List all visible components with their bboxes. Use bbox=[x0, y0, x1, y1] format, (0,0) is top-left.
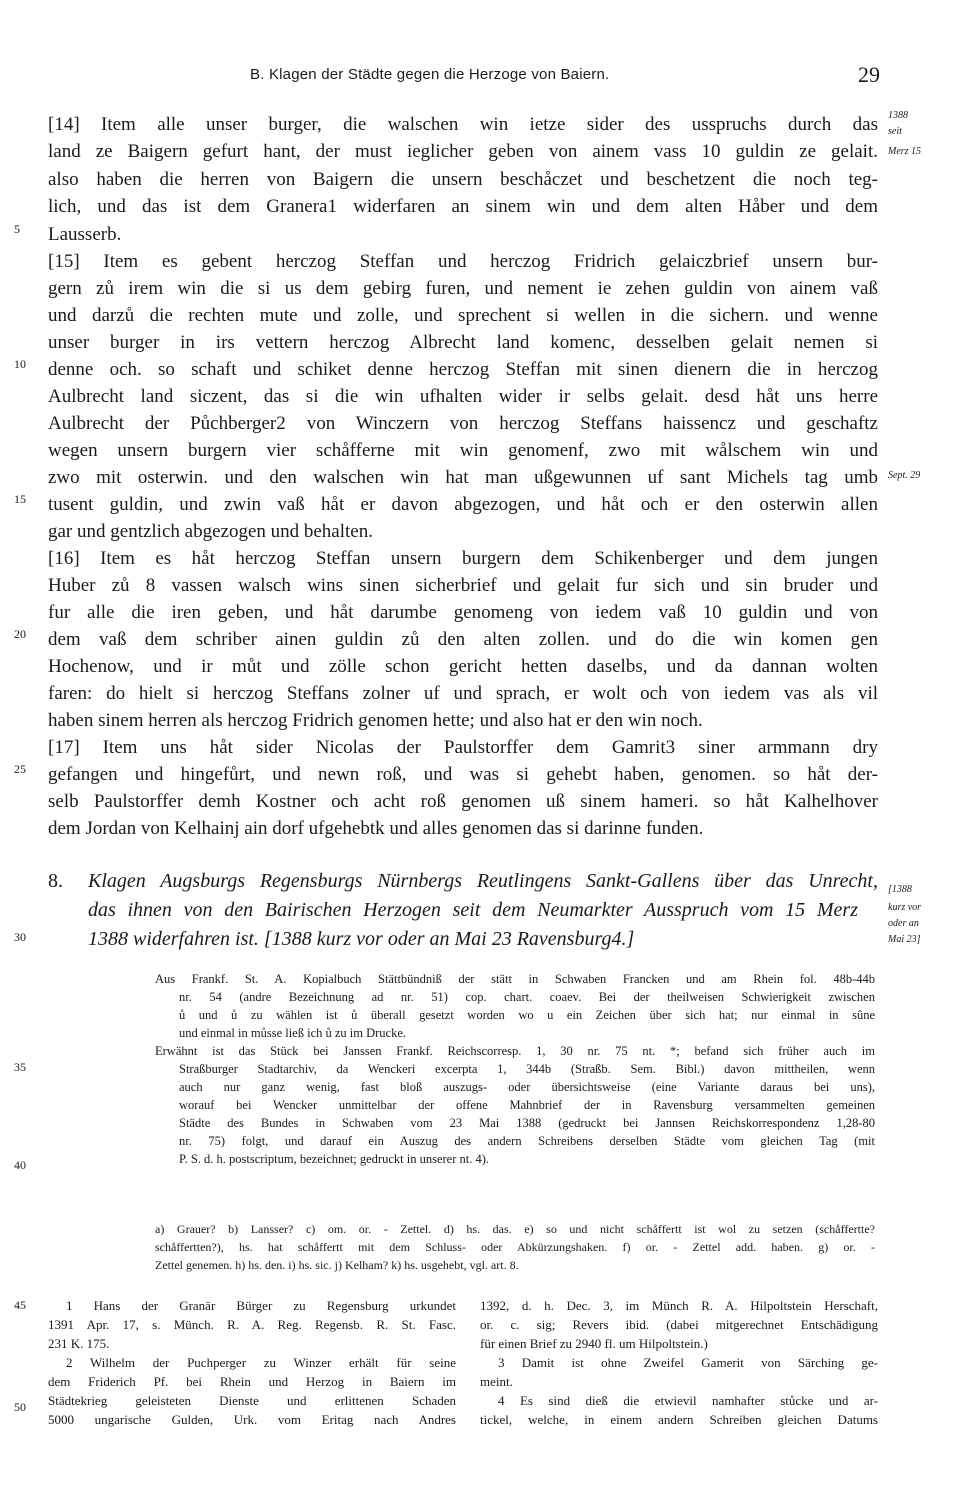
margin-note: oder an bbox=[888, 918, 919, 929]
text-line: also haben die herren von Baigern die unsern beschåczet und beschetzent die noch teg- bbox=[48, 169, 878, 190]
footnote-line: tickel, welche, in einem andern Schreiben gleichen Datums bbox=[480, 1412, 878, 1427]
margin-note: Sept. 29 bbox=[888, 470, 921, 481]
line-number: 5 bbox=[14, 222, 20, 236]
line-number: 15 bbox=[14, 492, 26, 506]
footnote-line: 3 Damit ist ohne Zweifel Gamerit von Särching ge- bbox=[498, 1355, 878, 1370]
line-number: 20 bbox=[14, 627, 26, 641]
text-line: wegen unsern burgern vier schåfferne mit win genomenf, zwo mit wålschem win und bbox=[48, 440, 878, 461]
line-number: 50 bbox=[14, 1400, 26, 1414]
source-notes bbox=[155, 972, 875, 1202]
footnotes-left bbox=[48, 1298, 456, 1448]
text-line: denne och. so schaft und schiket denne herczog Steffan mit sinen dienern die in herczog bbox=[48, 359, 878, 380]
variant-note-line: a) Grauer? b) Lansser? c) om. or. - Zettel. d) hs. das. e) so und nicht schåffertt ist wol zu setzen (schåffertte? bbox=[155, 1222, 875, 1236]
text-line: haben sinem herren als herczog Fridrich genomen hette; und also hat er den win noch. bbox=[48, 710, 703, 731]
footnote-line: Städtekrieg geleisteten Dienste und erlittenen Schaden bbox=[48, 1393, 456, 1408]
margin-note: [1388 bbox=[888, 884, 912, 895]
text-line: Hochenow, und ir můt und zölle schon gericht hetten daselbs, und da dannan wolten bbox=[48, 656, 878, 677]
footnote-line: 1 Hans der Granär Bürger zu Regensburg urkundet bbox=[66, 1298, 456, 1313]
text-line: selb Paulstorffer demh Kostner och acht roß genomen uß sinem hameri. so håt Kalhelhover bbox=[48, 791, 878, 812]
section-number: 8. bbox=[48, 870, 63, 892]
text-line: dem Jordan von Kelhainj ain dorf ufgehebtk und alles genomen das si darinne funden. bbox=[48, 818, 704, 839]
source-note-line: nr. 75) folgt, und darauf ein Auszug des andern Schreibens derselben Städte vom gleichen Tag (mit bbox=[179, 1134, 875, 1148]
line-number: 25 bbox=[14, 762, 26, 776]
text-line: [16] Item es håt herczog Steffan unsern burgern dem Schikenberger und dem jungen bbox=[48, 548, 878, 569]
page-number: 29 bbox=[858, 62, 880, 87]
line-number: 30 bbox=[14, 930, 26, 944]
margin-note: Merz 15 bbox=[888, 146, 922, 157]
section-title bbox=[88, 870, 878, 960]
line-number: 35 bbox=[14, 1060, 26, 1074]
text-line: Aulbrecht der Půchberger2 von Winczern von herczog Steffans haissencz und geschaftz bbox=[48, 413, 878, 434]
margin-note: 1388 bbox=[888, 110, 908, 121]
variant-note-line: Zettel genemen. h) hs. den. i) hs. sic. j) Kelham? k) hs. usgehebt, vgl. art. 8. bbox=[155, 1258, 519, 1272]
source-note-line: Erwähnt ist das Stück bei Janssen Frankf. Reichscorresp. 1, 30 nr. 75 nt. *; befand sich früher auch im bbox=[155, 1044, 875, 1058]
text-line: gern zů irem win die si us dem gebirg furen, und nement ie zehen guldin von ainem vaß bbox=[48, 278, 878, 299]
variant-note-line: schåffertten?), hs. hat schåffertt mit dem Schluss- oder Abkürzungshaken. f) or. - Zettel add. haben. g) or. - bbox=[155, 1240, 875, 1254]
text-line: dem vaß dem schriber ainen guldin zů den alten zollen. und do die win komen gen bbox=[48, 629, 878, 650]
source-note-line: P. S. d. h. postscriptum, bezeichnet; gedruckt in unserer nt. 4). bbox=[179, 1152, 490, 1166]
source-note-line: Städte des Bundes in Schwaben vom 23 Mai 1388 (gedruckt bei Jannsen Reichskorrespondenz 1,28-80 bbox=[179, 1116, 875, 1130]
running-header bbox=[250, 62, 880, 92]
footnote-line: meint. bbox=[480, 1374, 513, 1389]
text-line: und darzů die rechten mute und zolle, und sprechent si wellen in die sichern. und wenne bbox=[48, 305, 878, 326]
source-note-line: ů und ů zu wählen ist ů überall gesetzt worden wo u ein Zeichen über sich hat; nur einmal in sûne bbox=[179, 1008, 875, 1022]
footnote-line: 1392, d. h. Dec. 3, im Münch R. A. Hilpoltstein Herschaft, bbox=[480, 1298, 878, 1313]
text-line: [15] Item es gebent herczog Steffan und herczog Fridrich gelaiczbrief unsern bur- bbox=[48, 251, 878, 272]
section-title-line: Klagen Augsburgs Regensburgs Nürnbergs Reutlingens Sankt-Gallens über das Unrecht, bbox=[88, 870, 878, 892]
margin-note: Mai 23] bbox=[888, 934, 921, 945]
footnote-line: or. c. sig; Revers ibid. (dabei mitgerechnet Entschädigung bbox=[480, 1317, 878, 1332]
text-line: unser burger in irs vettern herczog Albrecht land komenc, desselben gelait nemen si bbox=[48, 332, 878, 353]
text-line: tusent guldin, und zwin vaß håt er davon abgezogen, und håt och er den osterwin allen bbox=[48, 494, 878, 515]
margin-note: kurz vor bbox=[888, 902, 922, 913]
source-note-line: Straßburger Stadtarchiv, da Wenckeri excerpta 1, 344b (Straßb. Sem. Bibl.) davon mittheilen, wenn bbox=[179, 1062, 875, 1076]
variant-notes bbox=[155, 1222, 875, 1282]
text-line: [14] Item alle unser burger, die walschen win ietze sider des usspruchs durch das bbox=[48, 114, 878, 135]
text-line: [17] Item uns håt sider Nicolas der Paulstorffer dem Gamrit3 siner armmann dry bbox=[48, 737, 878, 758]
source-note-line: und einmal in můsse ließ ich ů zu im Drucke. bbox=[179, 1026, 407, 1040]
footnote-line: 231 K. 175. bbox=[48, 1336, 110, 1351]
text-line: Aulbrecht land siczent, das si die win ufhalten wider ir selbs gelait. desd håt uns herre bbox=[48, 386, 878, 407]
main-text bbox=[48, 114, 878, 839]
text-line: land ze Baigern gefurt hant, der must ieglicher geben von ainem vass 10 guldin ze gelait. bbox=[48, 141, 878, 162]
footnote-line: 1391 Apr. 17, s. Münch. R. A. Reg. Regensb. R. St. Fasc. bbox=[48, 1317, 456, 1332]
footnote-line: 5000 ungarische Gulden, Urk. vom Eritag nach Andres bbox=[48, 1412, 456, 1427]
source-note-line: worauf bei Wencker unmittelbar der offene Mahnbrief der in Ravensburg versammelten gemeinen bbox=[179, 1098, 875, 1112]
text-line: Lausserb. bbox=[48, 224, 122, 245]
footnote-line: für einen Brief zu 2940 fl. um Hilpoltstein.) bbox=[480, 1336, 708, 1351]
footnotes-right bbox=[480, 1298, 878, 1448]
line-number: 45 bbox=[14, 1298, 26, 1312]
text-line: gar und gentzlich abgezogen und behalten. bbox=[48, 521, 373, 542]
running-title: B. Klagen der Städte gegen die Herzoge von Baiern. bbox=[250, 66, 610, 83]
footnote-line: 4 Es sind dieß die etwievil namhafter stůcke und ar- bbox=[498, 1393, 878, 1408]
line-number: 10 bbox=[14, 357, 26, 371]
footnote-line: dem Friderich Pf. bei Rhein und Herzog in Baiern im bbox=[48, 1374, 456, 1389]
text-line: gefangen und hingefůrt, und newn roß, und was si gehebt haben, genomen. so håt der- bbox=[48, 764, 878, 785]
text-line: faren: do hielt si herczog Steffans zolner uf und sprach, er wolt och von iedem vas als vil bbox=[48, 683, 878, 704]
margin-note: seit bbox=[888, 126, 902, 137]
source-note-line: auch nur ganz wenig, fast bloß auszugs- oder übersichtsweise (eine Variante daraus bei uns), bbox=[179, 1080, 875, 1094]
text-line: fur alle die iren geben, und håt darumbe genomeng von iedem vaß 10 guldin und von bbox=[48, 602, 878, 623]
section-title-line: das ihnen von den Bairischen Herzogen seit dem Neumarkter Ausspruch vom 15 Merz bbox=[88, 899, 858, 921]
text-line: zwo mit osterwin. und den walschen win hat man ußgewunnen uf sant Michels tag umb bbox=[48, 467, 878, 488]
text-line: Huber zů 8 vassen walsch wins sinen sicherbrief und gelait fur sich und sin bruder und bbox=[48, 575, 878, 596]
source-note-line: nr. 54 (andre Bezeichnung ad nr. 51) cop. chart. coaev. Bei der theilweisen Schwierigkeit zwischen bbox=[179, 990, 875, 1004]
section-title-line: 1388 widerfahren ist. [1388 kurz vor oder an Mai 23 Ravensburg4.] bbox=[88, 928, 635, 950]
line-number: 40 bbox=[14, 1158, 26, 1172]
footnote-line: 2 Wilhelm der Puchperger zu Winzer erhält für seine bbox=[66, 1355, 456, 1370]
source-note-line: Aus Frankf. St. A. Kopialbuch Stättbündniß der stätt in Schwaben Francken und am Rhein fol. 48b-44b bbox=[155, 972, 875, 986]
text-line: lich, und das ist dem Granera1 widerfaren an sinem win und dem alten Håber und dem bbox=[48, 196, 878, 217]
